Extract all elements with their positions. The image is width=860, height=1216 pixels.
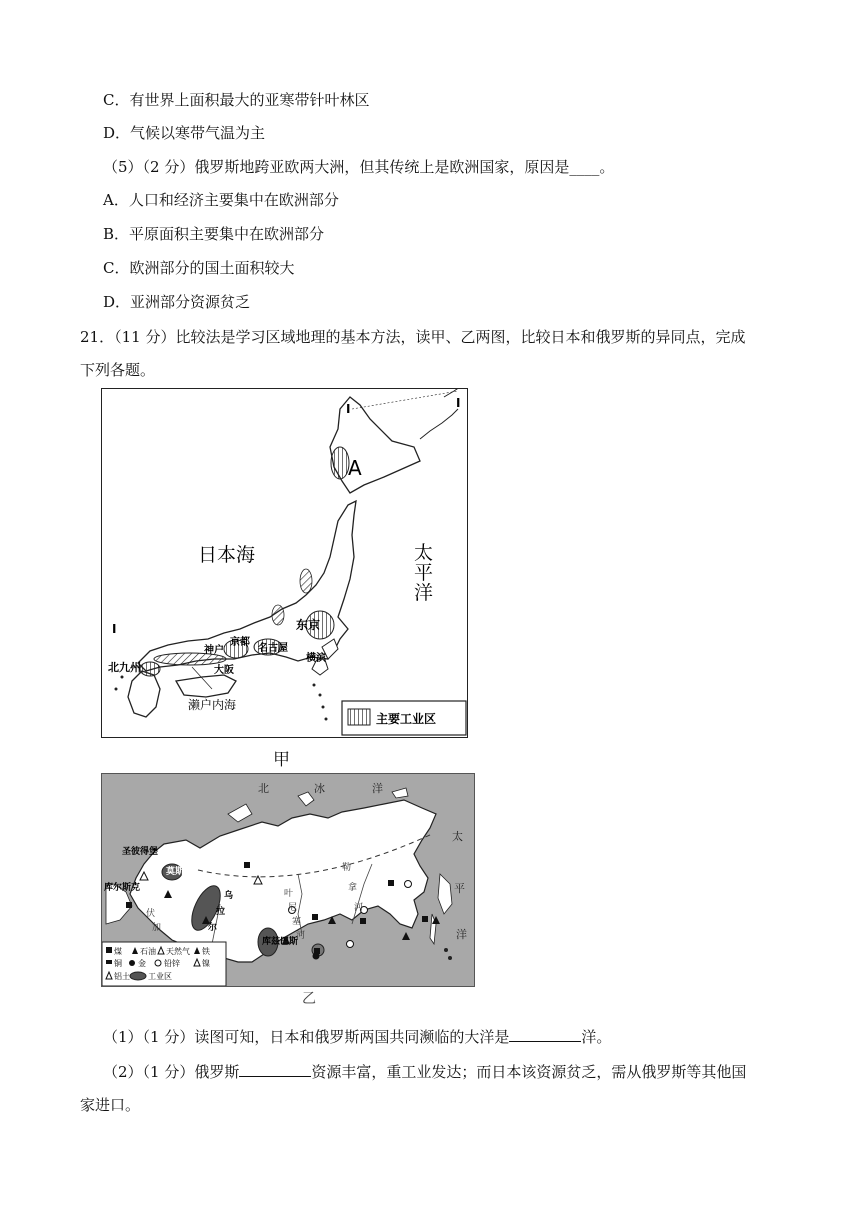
- q20-sub5-option-c: C．欧洲部分的国土面积较大: [103, 259, 295, 277]
- city-st-petersburg: 圣彼得堡: [122, 847, 159, 857]
- legend-industrial: 工业区: [148, 972, 172, 981]
- legend-gas: 天然气: [166, 947, 190, 956]
- label-sea-of-japan: 日本海: [198, 544, 256, 566]
- section-marker-i-left: I: [112, 622, 117, 636]
- q20-option-d: D．气候以寒带气温为主: [103, 124, 266, 142]
- q21-sub2: [103, 1061, 746, 1082]
- russia-map: [101, 773, 475, 987]
- q21-sub2-line2: 家进口。: [80, 1096, 141, 1114]
- river-yenisei-4: 河: [296, 931, 306, 941]
- pacific-char-1: 太: [452, 830, 463, 843]
- ural-char-1: 乌: [224, 891, 234, 901]
- q20-sub5-option-a: A．人口和经济主要集中在欧洲部分: [103, 191, 339, 209]
- q21-sub2-blank[interactable]: [239, 1061, 311, 1077]
- legend-oil: 石油: [140, 947, 156, 956]
- shikoku-island: [176, 675, 236, 697]
- hokkaido-island: [330, 397, 420, 493]
- arctic-ocean-char-2: 冰: [314, 782, 325, 795]
- pacific-char-2: 平: [454, 882, 465, 895]
- label-a: A: [348, 456, 362, 480]
- pacific-char-1: 太: [414, 542, 434, 564]
- q20-option-c: C．有世界上面积最大的亚寒带针叶林区: [103, 91, 370, 109]
- arctic-ocean-char-1: 北: [258, 782, 269, 795]
- q21-stem-line2: 下列各题。: [80, 361, 156, 379]
- q21-sub1-post: 洋。: [581, 1028, 612, 1046]
- pacific-char-2: 平: [414, 562, 434, 584]
- q21-sub1-pre: （1）（1 分）读图可知，日本和俄罗斯两国共同濒临的大洋是: [103, 1028, 510, 1046]
- legend-bauxite: 铝土: [114, 972, 130, 981]
- label-seto-inland-sea: 濑户内海: [188, 698, 237, 712]
- city-kuzbass: 库兹巴斯: [262, 937, 299, 947]
- japan-map: [101, 388, 468, 738]
- city-nagoya: 名古屋: [258, 643, 288, 654]
- river-lena-2: 拿: [348, 883, 358, 893]
- q21-sub1: [103, 1026, 611, 1047]
- river-lena-3: 河: [354, 903, 364, 913]
- river-lena-1: 勒: [342, 863, 352, 873]
- city-kobe: 神户: [204, 645, 224, 656]
- river-volga-2: 加: [152, 923, 162, 933]
- city-tokyo: 东京: [296, 618, 321, 632]
- section-marker-i-top: I: [346, 402, 351, 416]
- q20-sub5-option-d: D．亚洲部分资源贫乏: [103, 293, 251, 311]
- section-marker-i-right: I: [456, 396, 461, 410]
- japan-map-caption: 甲: [273, 750, 290, 770]
- legend-copper: 铜: [114, 959, 122, 968]
- q20-sub5-stem: （5）（2 分）俄罗斯地跨亚欧两大洲，但其传统上是欧洲国家，原因是____。: [103, 158, 615, 176]
- legend-iron: 铁: [202, 947, 210, 956]
- city-osaka: 大阪: [214, 665, 234, 676]
- legend-gold: 金: [138, 959, 146, 968]
- river-yenisei-3: 塞: [292, 917, 302, 927]
- pacific-char-3: 洋: [456, 928, 467, 941]
- q21-sub2-pre: （2）（1 分）俄罗斯: [103, 1063, 240, 1081]
- legend-nickel: 镍: [202, 959, 210, 968]
- legend-industrial-label: 主要工业区: [376, 712, 437, 726]
- ural-char-2: 拉: [216, 907, 226, 917]
- river-volga-1: 伏: [146, 909, 156, 919]
- city-kursk: 库尔斯克: [104, 883, 141, 893]
- russia-map-caption: 乙: [302, 991, 316, 1007]
- arctic-ocean-char-3: 洋: [372, 782, 383, 795]
- kyushu-island: [128, 671, 160, 717]
- city-kyoto: 京都: [230, 637, 250, 648]
- river-yenisei-1: 叶: [284, 889, 294, 899]
- pacific-char-3: 洋: [414, 582, 434, 604]
- legend-coal: 煤: [114, 947, 122, 956]
- q21-sub1-blank[interactable]: [509, 1026, 581, 1042]
- q20-sub5-option-b: B．平原面积主要集中在欧洲部分: [103, 225, 325, 243]
- city-yokohama: 横滨: [306, 653, 326, 664]
- legend-industrial-swatch: [348, 709, 370, 725]
- ural-char-3: 尔: [208, 923, 218, 933]
- city-moscow: 莫斯科: [166, 867, 194, 877]
- legend-lead-zinc: 铅锌: [164, 959, 180, 968]
- city-kitakyushu: 北九州: [108, 661, 141, 674]
- q21-sub2-post: 资源丰富，重工业发达；而日本该资源贫乏，需从俄罗斯等其他国: [311, 1063, 747, 1081]
- q21-stem-line1: 21．（11 分）比较法是学习区域地理的基本方法，读甲、乙两图，比较日本和俄罗斯的异同点，完成: [80, 328, 746, 346]
- river-yenisei-2: 尼: [288, 903, 298, 913]
